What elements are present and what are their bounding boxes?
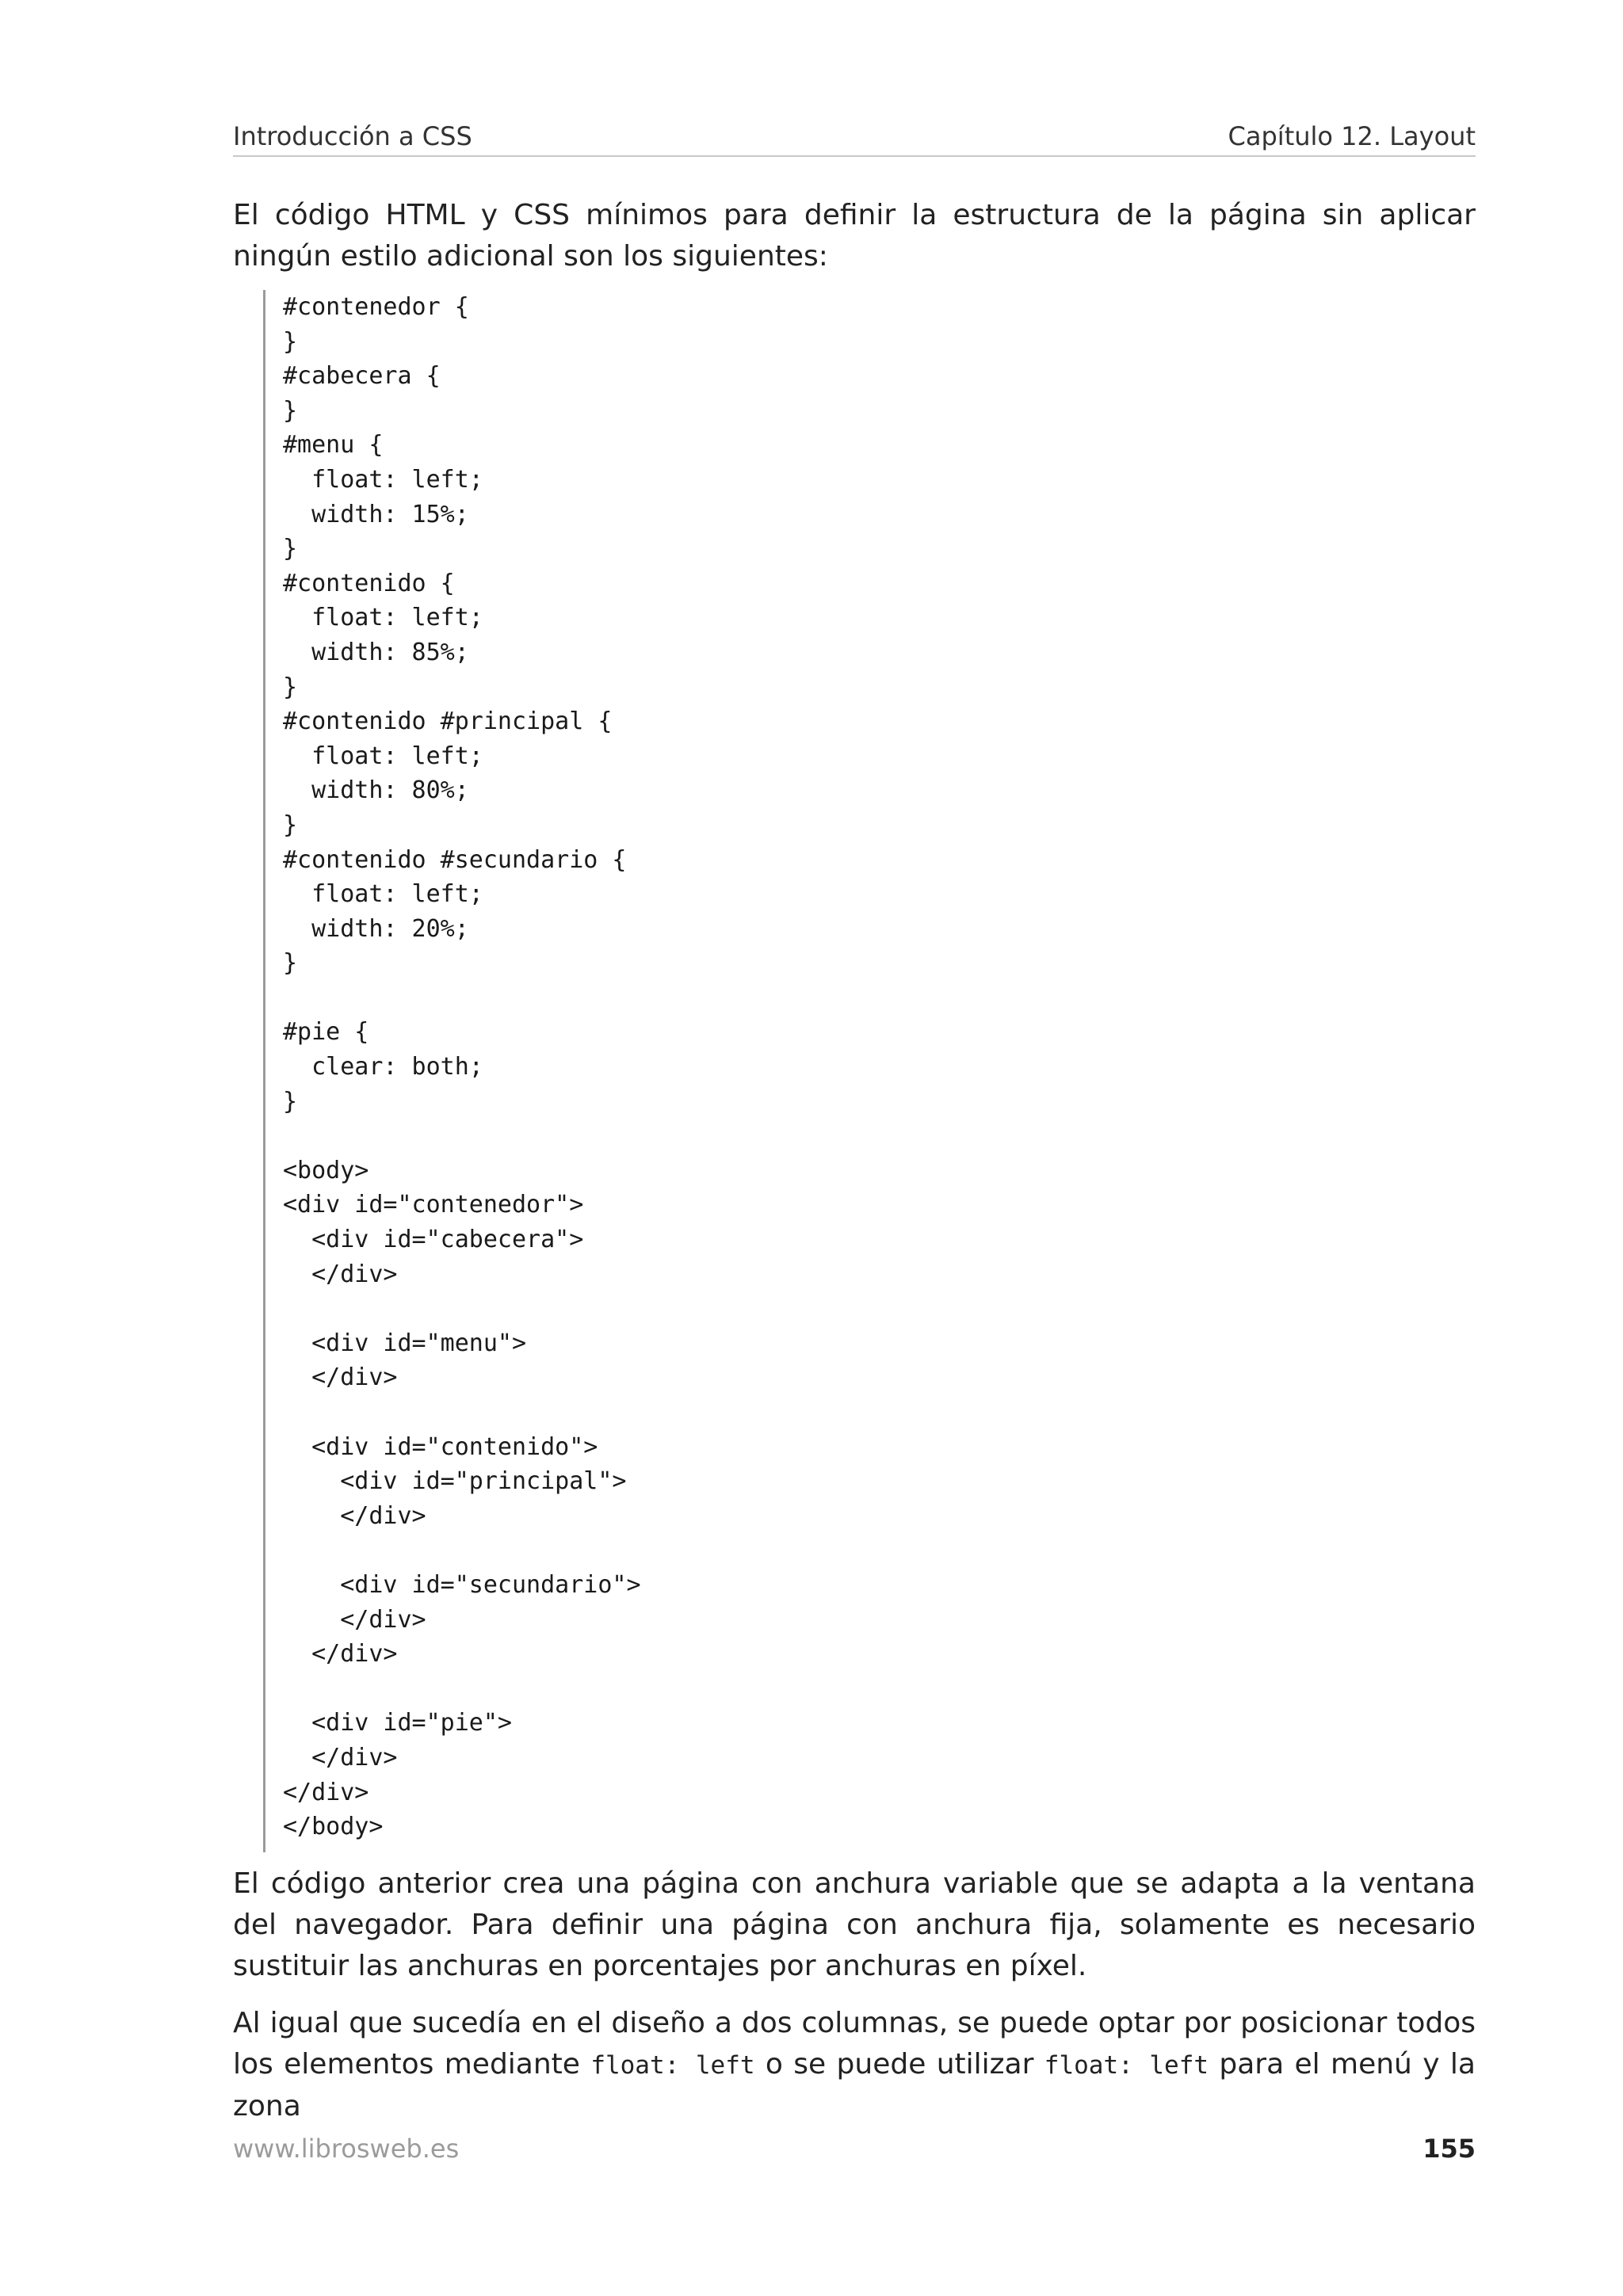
code-line: </div> bbox=[283, 1640, 398, 1669]
code-line: <div id="cabecera"> bbox=[283, 1226, 584, 1254]
code-line: } bbox=[283, 810, 298, 839]
code-line: #contenido { bbox=[283, 569, 455, 597]
code-line: float: left; bbox=[283, 742, 483, 770]
code-line: } bbox=[283, 1087, 298, 1116]
paragraph-text: para el menú y la zona bbox=[233, 2048, 1476, 2122]
page-footer bbox=[233, 2130, 1476, 2168]
code-line: } bbox=[283, 535, 298, 563]
code-line: #menu { bbox=[283, 431, 384, 460]
code-line: <div id="contenedor"> bbox=[283, 1191, 584, 1219]
code-line: float: left; bbox=[283, 604, 483, 632]
inline-code: float: left bbox=[590, 2051, 755, 2080]
code-listing bbox=[265, 290, 1454, 1844]
code-line: <div id="pie"> bbox=[283, 1709, 512, 1737]
code-line: <div id="menu"> bbox=[283, 1329, 527, 1357]
code-block bbox=[263, 290, 1454, 1852]
code-line: } bbox=[283, 327, 298, 356]
code-line: width: 80%; bbox=[283, 776, 469, 805]
paragraph-text: Al igual que sucedía en el diseño a dos columnas, se puede optar por posicionar todos los elementos mediante bbox=[233, 2007, 1476, 2081]
code-line: float: left; bbox=[283, 880, 483, 909]
code-line: </div> bbox=[283, 1260, 398, 1288]
code-line: #pie { bbox=[283, 1018, 369, 1047]
code-line: width: 20%; bbox=[283, 914, 469, 943]
code-line: #cabecera { bbox=[283, 362, 441, 391]
code-line: #contenido #principal { bbox=[283, 707, 613, 736]
code-line: #contenido #secundario { bbox=[283, 845, 627, 874]
paragraph-text: o se puede utilizar bbox=[754, 2048, 1044, 2081]
chapter-title: Capítulo 12. Layout bbox=[1228, 121, 1476, 151]
code-line: </div> bbox=[283, 1605, 426, 1634]
code-line: </div> bbox=[283, 1501, 426, 1530]
code-line: </div> bbox=[283, 1363, 398, 1392]
code-line: </body> bbox=[283, 1813, 384, 1841]
paragraph-variable-width: El código anterior crea una página con anchura variable que se adapta a la ventana del navegador. Para definir una página con anchura fija, solamente es necesario sustituir las anchuras en porcentajes por anchuras en píxel. bbox=[233, 1867, 1476, 1982]
code-line: <body> bbox=[283, 1156, 369, 1184]
code-line: <div id="secundario"> bbox=[283, 1570, 641, 1599]
code-line: } bbox=[283, 396, 298, 425]
code-line: width: 85%; bbox=[283, 638, 469, 666]
page-header bbox=[233, 117, 1476, 157]
code-line: } bbox=[283, 673, 298, 701]
code-line: float: left; bbox=[283, 465, 483, 494]
inline-code: float: left bbox=[1044, 2051, 1209, 2080]
code-line: <div id="principal"> bbox=[283, 1467, 627, 1496]
intro-paragraph: El código HTML y CSS mínimos para definir la estructura de la página sin aplicar ningún estilo adicional son los siguientes: bbox=[233, 199, 1476, 273]
code-line: width: 15%; bbox=[283, 500, 469, 528]
code-line: </div> bbox=[283, 1743, 398, 1772]
paragraph-float-options bbox=[233, 2003, 1476, 2127]
code-line: #contenedor { bbox=[283, 293, 469, 321]
book-title: Introducción a CSS bbox=[233, 121, 472, 151]
code-line: } bbox=[283, 949, 298, 978]
code-line: <div id="contenido"> bbox=[283, 1432, 598, 1461]
page-number: 155 bbox=[1423, 2134, 1476, 2164]
code-line: clear: both; bbox=[283, 1053, 483, 1081]
code-line: </div> bbox=[283, 1778, 369, 1806]
footer-url: www.librosweb.es bbox=[233, 2134, 460, 2164]
